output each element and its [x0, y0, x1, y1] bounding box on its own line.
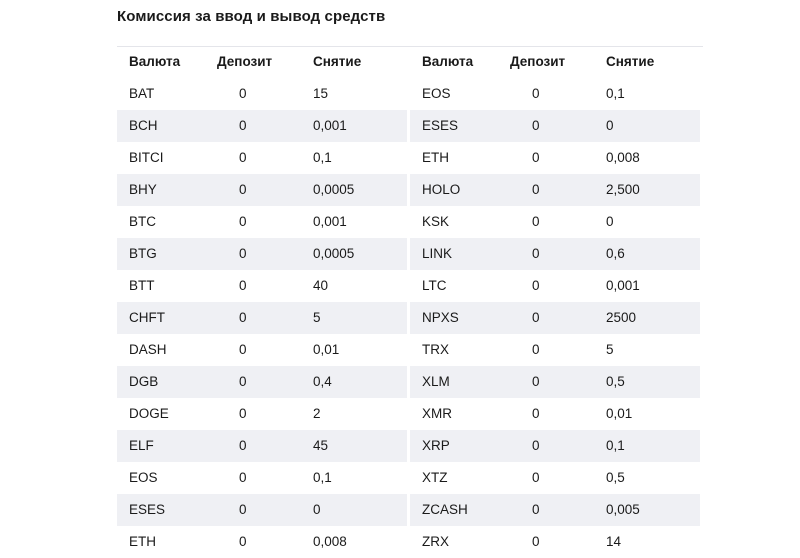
cell-withdrawal: 0,001: [313, 118, 347, 133]
cell-deposit: 0: [239, 534, 247, 549]
table-row: [410, 366, 700, 398]
table-row: [117, 78, 407, 110]
table-row: [410, 430, 700, 462]
cell-currency: NPXS: [422, 310, 459, 325]
cell-withdrawal: 0,1: [606, 86, 625, 101]
cell-deposit: 0: [532, 406, 540, 421]
cell-currency: EOS: [422, 86, 451, 101]
cell-withdrawal: 0,001: [313, 214, 347, 229]
fees-table-right: [410, 46, 700, 558]
table-row: [117, 142, 407, 174]
table-row: [117, 302, 407, 334]
header-currency: Валюта: [422, 54, 474, 69]
table-row: [410, 110, 700, 142]
table-header-row: [410, 46, 700, 78]
cell-withdrawal: 5: [313, 310, 321, 325]
cell-deposit: 0: [239, 438, 247, 453]
cell-currency: DGB: [129, 374, 159, 389]
header-currency: Валюта: [129, 54, 181, 69]
cell-deposit: 0: [532, 246, 540, 261]
table-row: [117, 526, 407, 558]
cell-currency: DOGE: [129, 406, 169, 421]
cell-currency: BTT: [129, 278, 155, 293]
cell-deposit: 0: [239, 150, 247, 165]
cell-deposit: 0: [239, 470, 247, 485]
cell-deposit: 0: [239, 342, 247, 357]
table-row: [410, 78, 700, 110]
cell-deposit: 0: [239, 118, 247, 133]
cell-withdrawal: 0,5: [606, 374, 625, 389]
cell-withdrawal: 14: [606, 534, 622, 549]
table-row: [117, 430, 407, 462]
cell-withdrawal: 0,008: [313, 534, 347, 549]
cell-currency: EOS: [129, 470, 158, 485]
cell-currency: ZRX: [422, 534, 449, 549]
cell-currency: ZCASH: [422, 502, 468, 517]
cell-deposit: 0: [239, 214, 247, 229]
cell-withdrawal: 0,005: [606, 502, 640, 517]
cell-withdrawal: 0: [606, 118, 614, 133]
cell-withdrawal: 45: [313, 438, 329, 453]
cell-withdrawal: 2: [313, 406, 321, 421]
cell-withdrawal: 2500: [606, 310, 637, 325]
cell-deposit: 0: [239, 86, 247, 101]
header-withdrawal: Снятие: [313, 54, 362, 69]
cell-deposit: 0: [532, 438, 540, 453]
header-deposit: Депозит: [217, 54, 273, 69]
cell-deposit: 0: [239, 502, 247, 517]
cell-deposit: 0: [532, 502, 540, 517]
cell-currency: XRP: [422, 438, 450, 453]
header-withdrawal: Снятие: [606, 54, 655, 69]
cell-withdrawal: 0,6: [606, 246, 625, 261]
cell-currency: ESES: [129, 502, 166, 517]
cell-deposit: 0: [239, 246, 247, 261]
cell-currency: XTZ: [422, 470, 448, 485]
cell-currency: HOLO: [422, 182, 461, 197]
table-row: [410, 238, 700, 270]
header-deposit: Депозит: [510, 54, 566, 69]
table-row: [410, 206, 700, 238]
table-row: [410, 462, 700, 494]
cell-deposit: 0: [532, 214, 540, 229]
cell-currency: BITCI: [129, 150, 164, 165]
table-row: [410, 494, 700, 526]
table-row: [117, 238, 407, 270]
table-row: [117, 334, 407, 366]
cell-currency: ETH: [422, 150, 449, 165]
cell-deposit: 0: [239, 374, 247, 389]
cell-deposit: 0: [239, 182, 247, 197]
cell-withdrawal: 0: [313, 502, 321, 517]
cell-currency: BTC: [129, 214, 156, 229]
cell-withdrawal: 0,1: [313, 150, 332, 165]
cell-currency: LTC: [422, 278, 447, 293]
table-row: [410, 302, 700, 334]
cell-deposit: 0: [532, 118, 540, 133]
cell-withdrawal: 0,5: [606, 470, 625, 485]
table-header-row: [117, 46, 407, 78]
cell-withdrawal: 5: [606, 342, 614, 357]
table-row: [117, 270, 407, 302]
cell-withdrawal: 0,001: [606, 278, 640, 293]
cell-withdrawal: 0,0005: [313, 182, 355, 197]
cell-withdrawal: 0,008: [606, 150, 640, 165]
table-row: [410, 334, 700, 366]
cell-withdrawal: 40: [313, 278, 329, 293]
table-row: [410, 270, 700, 302]
cell-deposit: 0: [239, 406, 247, 421]
cell-currency: XMR: [422, 406, 452, 421]
cell-currency: ESES: [422, 118, 459, 133]
table-row: [117, 462, 407, 494]
cell-currency: ETH: [129, 534, 156, 549]
cell-withdrawal: 0: [606, 214, 614, 229]
cell-withdrawal: 0,01: [313, 342, 340, 357]
table-row: [410, 142, 700, 174]
cell-deposit: 0: [239, 278, 247, 293]
table-row: [117, 366, 407, 398]
cell-deposit: 0: [532, 182, 540, 197]
cell-currency: LINK: [422, 246, 453, 261]
cell-currency: BHY: [129, 182, 157, 197]
cell-currency: BCH: [129, 118, 158, 133]
table-row: [117, 494, 407, 526]
cell-currency: XLM: [422, 374, 450, 389]
cell-deposit: 0: [532, 342, 540, 357]
page-title: Комиссия за ввод и вывод средств: [117, 8, 386, 25]
cell-withdrawal: 2,500: [606, 182, 640, 197]
cell-deposit: 0: [532, 374, 540, 389]
cell-deposit: 0: [532, 470, 540, 485]
cell-currency: CHFT: [129, 310, 165, 325]
cell-currency: KSK: [422, 214, 450, 229]
fees-table-left: [117, 46, 407, 558]
table-row: [117, 206, 407, 238]
table-row: [410, 174, 700, 206]
cell-currency: DASH: [129, 342, 167, 357]
cell-currency: ELF: [129, 438, 154, 453]
cell-deposit: 0: [532, 534, 540, 549]
cell-withdrawal: 0,4: [313, 374, 332, 389]
cell-withdrawal: 15: [313, 86, 329, 101]
cell-currency: BAT: [129, 86, 155, 101]
table-row: [410, 398, 700, 430]
cell-withdrawal: 0,01: [606, 406, 633, 421]
cell-deposit: 0: [532, 86, 540, 101]
cell-currency: TRX: [422, 342, 449, 357]
cell-withdrawal: 0,1: [606, 438, 625, 453]
cell-deposit: 0: [532, 278, 540, 293]
table-row: [117, 174, 407, 206]
cell-deposit: 0: [239, 310, 247, 325]
table-body: [410, 78, 700, 558]
table-body: [117, 78, 407, 558]
cell-withdrawal: 0,1: [313, 470, 332, 485]
table-row: [117, 110, 407, 142]
table-row: [410, 526, 700, 558]
cell-withdrawal: 0,0005: [313, 246, 355, 261]
cell-deposit: 0: [532, 150, 540, 165]
table-row: [117, 398, 407, 430]
cell-deposit: 0: [532, 310, 540, 325]
cell-currency: BTG: [129, 246, 157, 261]
